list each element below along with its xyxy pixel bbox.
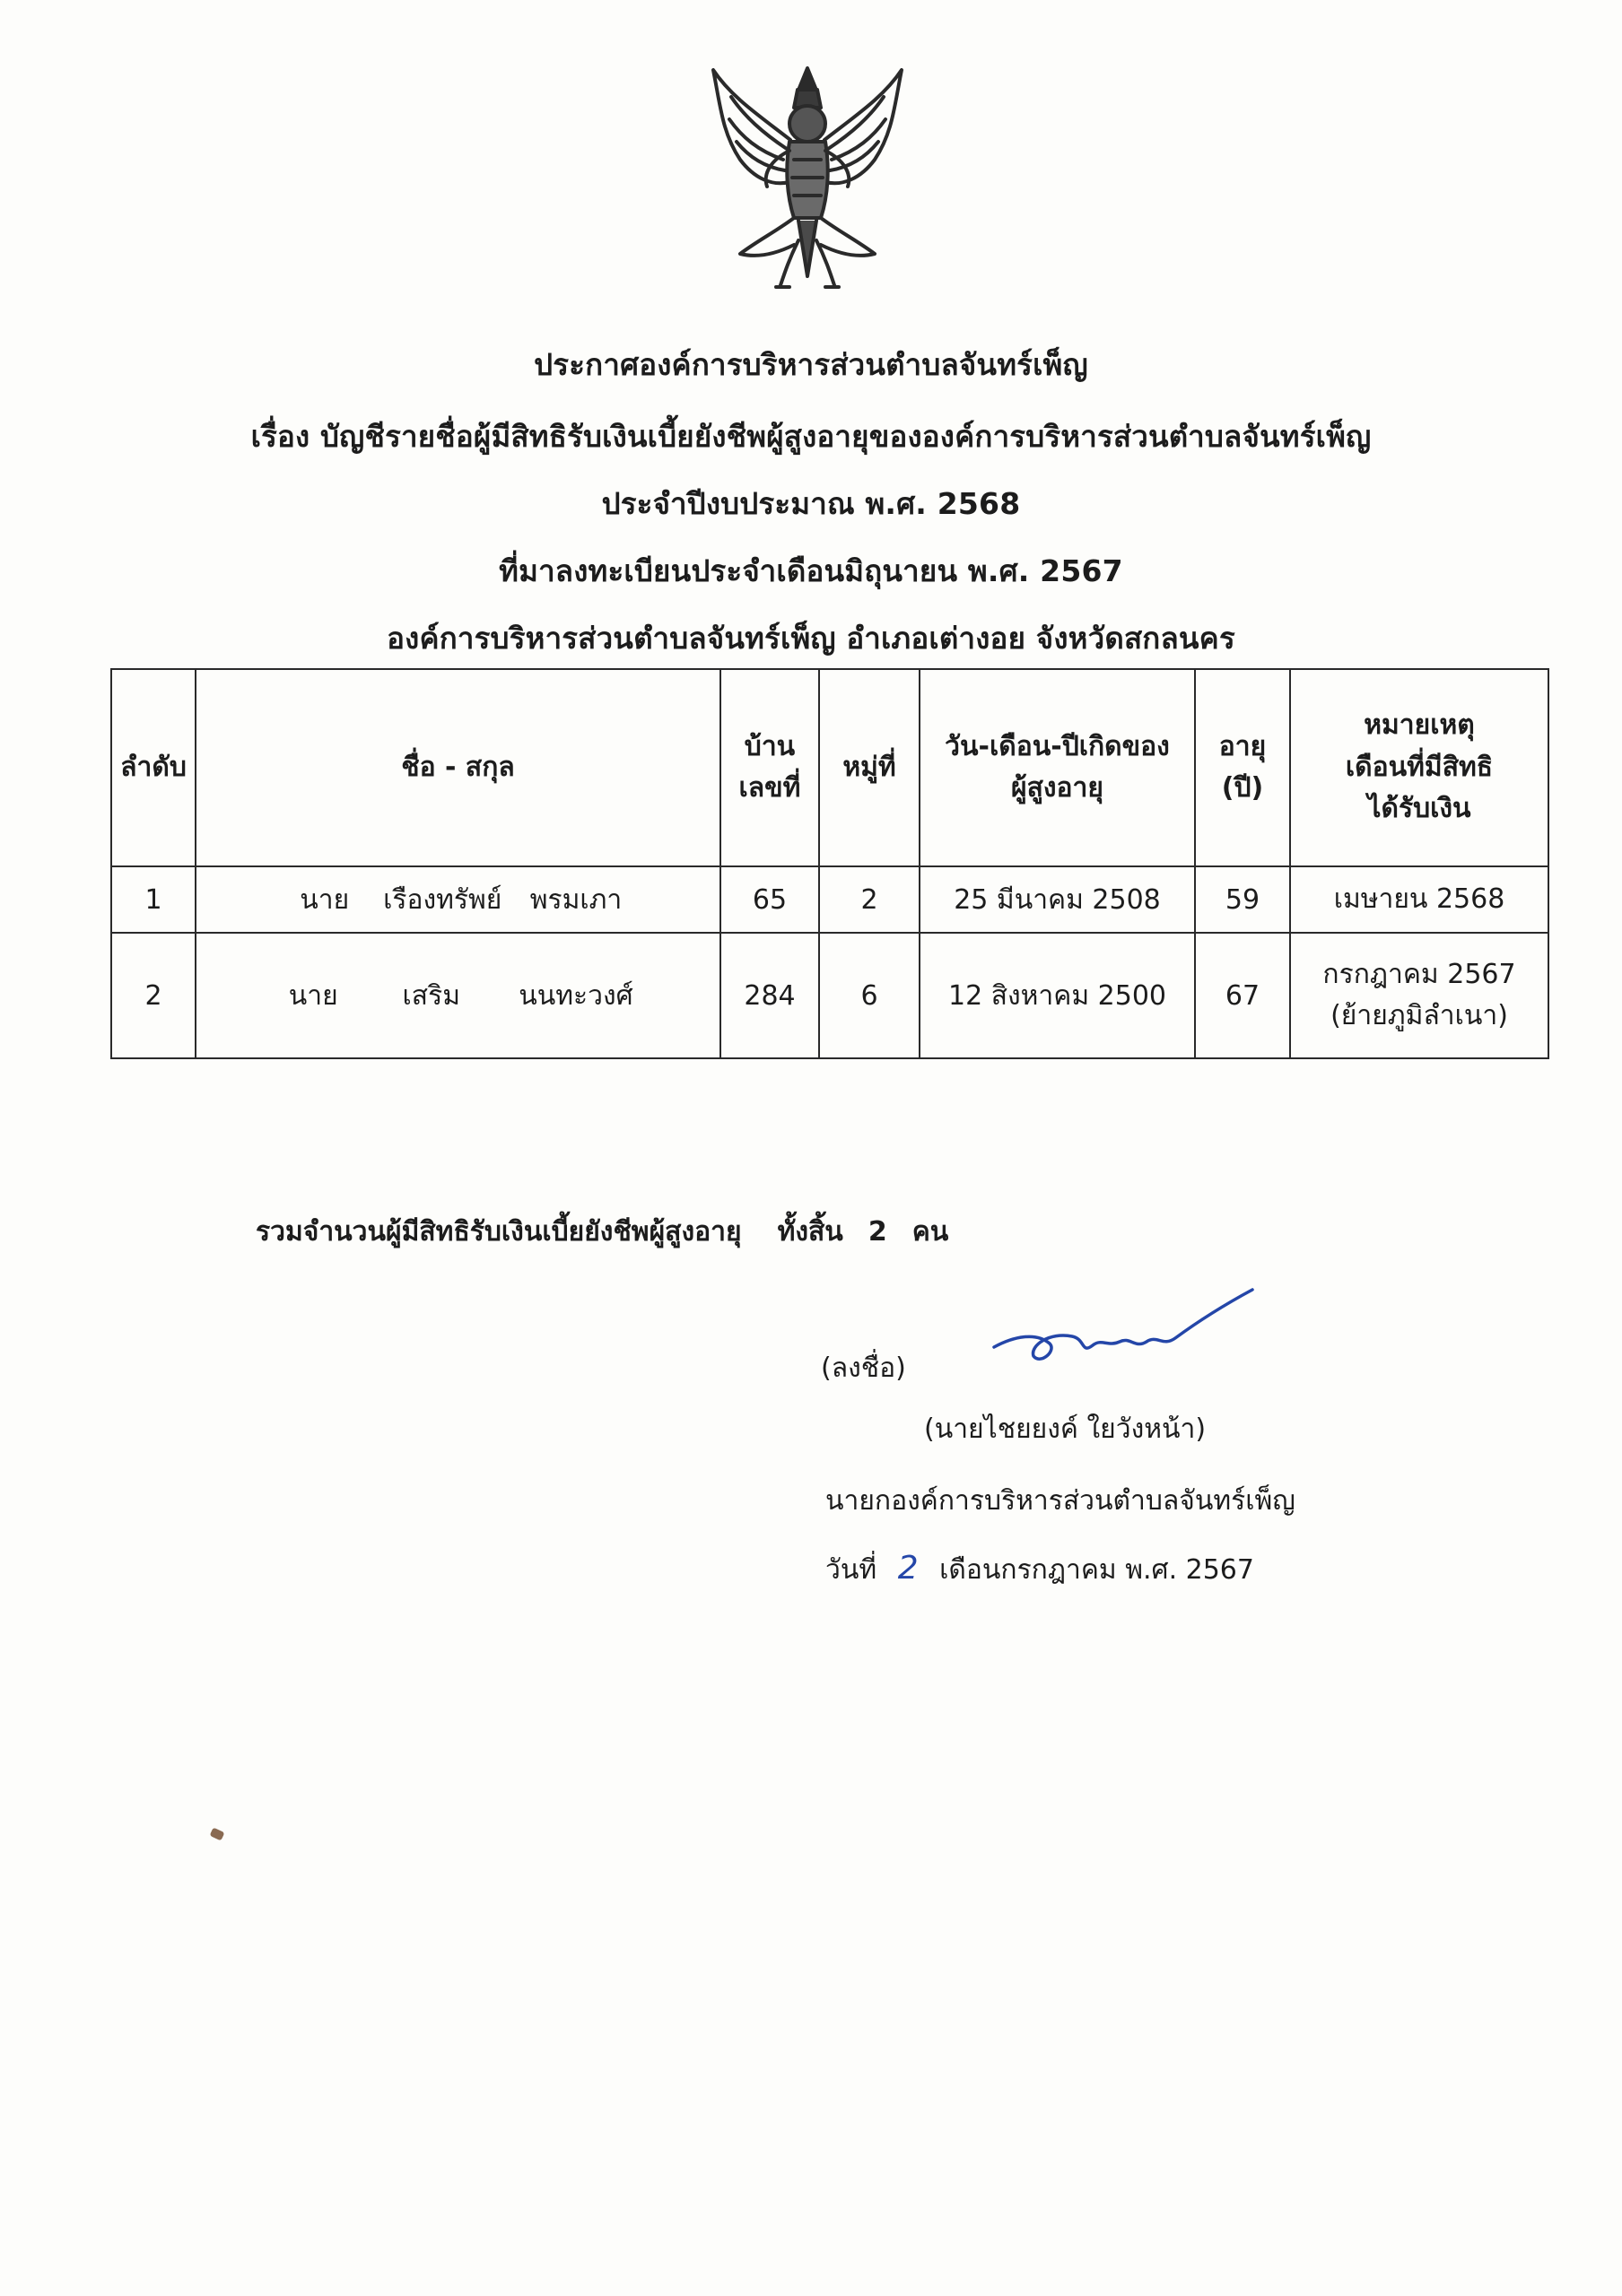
cell-birth-date: 25 มีนาคม 2508 [920,866,1195,933]
total-word: ทั้งสิ้น [777,1216,843,1248]
col-header-age-line2: (ปี) [1221,772,1264,804]
cell-no: 1 [111,866,196,933]
col-header-birth-line2: ผู้สูงอายุ [1011,772,1103,804]
table-row [111,866,1548,933]
cell-title: นาย [300,883,350,916]
cell-house-no: 65 [720,866,819,933]
signatory-name: (นายไชยยงค์ ใยวังหน้า) [924,1413,1207,1445]
handwritten-signature [987,1283,1256,1381]
col-header-remark-line2: เดือนที่มีสิทธิ [1345,751,1494,783]
cell-house-no: 284 [720,933,819,1058]
date-prefix: วันที่ [825,1554,877,1586]
cell-age: 59 [1195,866,1290,933]
col-header-birth [920,669,1195,866]
cell-title: นาย [288,979,338,1012]
table-row [111,933,1548,1058]
total-summary [256,1211,948,1253]
cell-remark-line2: (ย้ายภูมิลำเนา) [1330,1000,1508,1031]
organization-line: องค์การบริหารส่วนตำบลจันทร์เพ็ญ อำเภอเต่างอย จังหวัดสกลนคร [387,621,1235,656]
beneficiary-table [110,668,1549,1059]
cell-remark-line1: กรกฎาคม 2567 [1322,958,1516,990]
signatory-position: นายกองค์การบริหารส่วนตำบลจันทร์เพ็ญ [825,1485,1295,1517]
paper-speck [210,1828,225,1841]
table-header-row [111,669,1548,866]
cell-age: 67 [1195,933,1290,1058]
col-header-house [720,669,819,866]
cell-remark [1290,933,1548,1058]
garuda-emblem-icon [704,61,911,294]
col-header-moo: หมู่ที่ [819,669,920,866]
col-header-age-line1: อายุ [1218,730,1267,762]
date-day-handwritten: 2 [897,1550,919,1587]
col-header-age [1195,669,1290,866]
announcement-title: ประกาศองค์การบริหารส่วนตำบลจันทร์เพ็ญ [534,347,1088,382]
total-label: รวมจำนวนผู้มีสิทธิรับเงินเบี้ยยังชีพผู้สูงอายุ [256,1216,742,1248]
cell-remark [1290,866,1548,933]
col-header-remark-line1: หมายเหตุ [1364,709,1475,742]
registration-month-line: ที่มาลงทะเบียนประจำเดือนมิถุนายน พ.ศ. 2567 [499,553,1123,588]
col-header-no: ลำดับ [111,669,196,866]
signature-date [825,1549,1254,1591]
col-header-house-line1: บ้าน [744,730,796,762]
cell-last-name: พรมเภา [529,883,623,916]
cell-first-name: เสริม [402,979,460,1012]
total-unit: คน [911,1216,949,1248]
cell-last-name: นนทะวงศ์ [519,979,633,1012]
col-header-house-line2: เลขที่ [738,772,801,804]
cell-moo: 6 [819,933,920,1058]
col-header-name: ชื่อ - สกุล [196,669,720,866]
col-header-remark [1290,669,1548,866]
cell-remark-line1: เมษายน 2568 [1333,883,1505,915]
cell-first-name: เรืองทรัพย์ [383,883,502,916]
signature-label: (ลงชื่อ) [821,1352,906,1384]
cell-name [196,933,720,1058]
fiscal-year-line: ประจำปีงบประมาณ พ.ศ. 2568 [601,486,1021,521]
date-suffix: เดือนกรกฎาคม พ.ศ. 2567 [939,1554,1254,1586]
announcement-subject: เรื่อง บัญชีรายชื่อผู้มีสิทธิรับเงินเบี้ยยังชีพผู้สูงอายุขององค์การบริหารส่วนตำบลจันทร์เพ็ญ [250,419,1372,454]
cell-birth-date: 12 สิงหาคม 2500 [920,933,1195,1058]
cell-no: 2 [111,933,196,1058]
total-count: 2 [868,1216,887,1248]
col-header-remark-line3: ได้รับเงิน [1367,793,1471,825]
col-header-birth-line1: วัน-เดือน-ปีเกิดของ [945,730,1170,762]
cell-moo: 2 [819,866,920,933]
cell-name [196,866,720,933]
